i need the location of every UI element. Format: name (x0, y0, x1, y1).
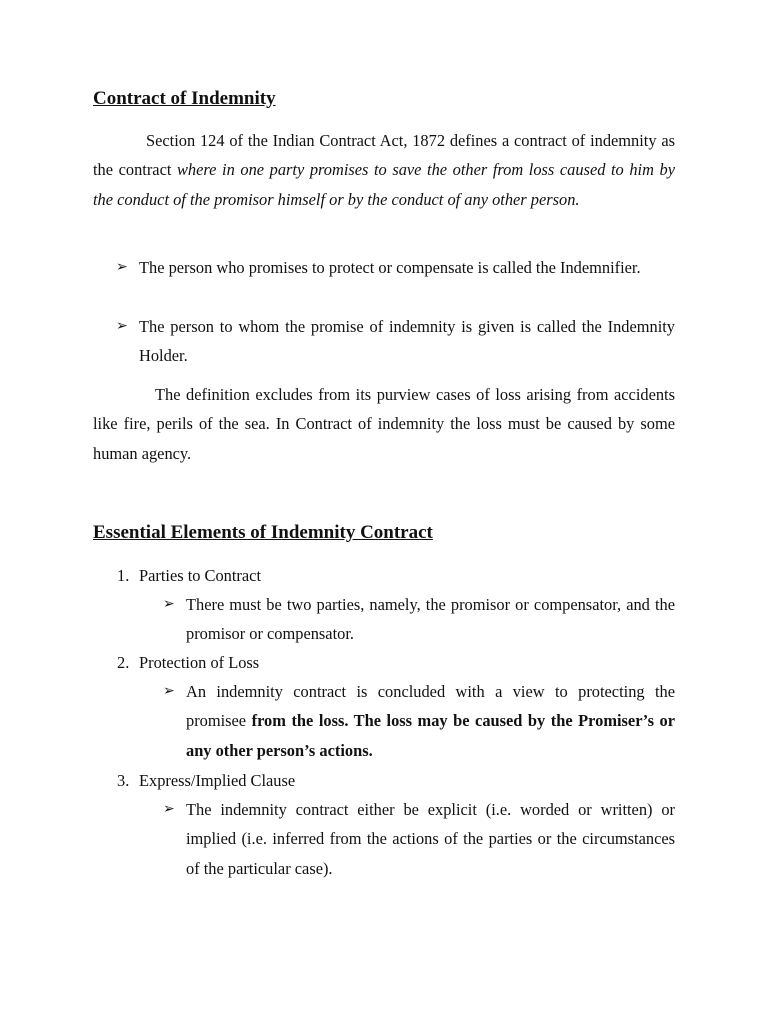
bullet-parties-to-contract (163, 590, 675, 649)
bullet-text: The indemnity contract either be explicit (i.e. worded or written) or implied (i.e. inferred from the actions of the parties or the circumstances of the particular case). (186, 800, 675, 878)
bullet-text: There must be two parties, namely, the promisor or compensator, and the promisor or compensator. (186, 595, 675, 644)
arrowhead-bullet-icon: ➢ (163, 683, 175, 699)
intro-italic-definition: where in one party promises to save the other from loss caused to him by the conduct of the promisor himself or by the conduct of any other person. (93, 160, 675, 209)
bullet-text-bold: from the loss. The loss may be caused by the Promiser’s or any other person’s actions. (186, 711, 675, 760)
bullet-express-implied-clause (163, 795, 675, 883)
bullet-text: The person to whom the promise of indemnity is given is called the Indemnity Holder. (139, 317, 675, 366)
bullet-text-plain: An indemnity contract is concluded with a view to protecting the promisee (186, 682, 675, 731)
section-title-contract-of-indemnity: Contract of Indemnity (93, 88, 276, 109)
definition-note-paragraph (93, 380, 675, 468)
arrowhead-bullet-icon: ➢ (163, 801, 175, 817)
item-number: 1. (117, 566, 130, 585)
definition-note-text: The definition excludes from its purview cases of loss arising from accidents like fire, perils of the sea. In Contract of indemnity the loss must be caused by some human agency. (93, 385, 675, 463)
item-number: 3. (117, 771, 130, 790)
arrowhead-bullet-icon: ➢ (116, 259, 128, 275)
bullet-protection-of-loss (163, 677, 675, 765)
bullet-indemnifier (116, 253, 675, 282)
item-number: 2. (117, 653, 130, 672)
bullet-text: The person who promises to protect or compensate is called the Indemnifier. (139, 258, 641, 277)
item-label: Express/Implied Clause (139, 771, 296, 790)
section-title-essential-elements: Essential Elements of Indemnity Contract (93, 522, 433, 543)
item-label: Protection of Loss (139, 653, 260, 672)
intro-paragraph (93, 126, 675, 214)
bullet-indemnity-holder (116, 312, 675, 371)
numbered-item-2 (117, 648, 259, 677)
numbered-item-3 (117, 766, 295, 795)
item-label: Parties to Contract (139, 566, 261, 585)
intro-plain-text: Section 124 of the Indian Contract Act, 1872 defines a contract of indemnity as the contract (93, 131, 675, 180)
arrowhead-bullet-icon: ➢ (163, 596, 175, 612)
arrowhead-bullet-icon: ➢ (116, 318, 128, 334)
numbered-item-1 (117, 561, 261, 590)
